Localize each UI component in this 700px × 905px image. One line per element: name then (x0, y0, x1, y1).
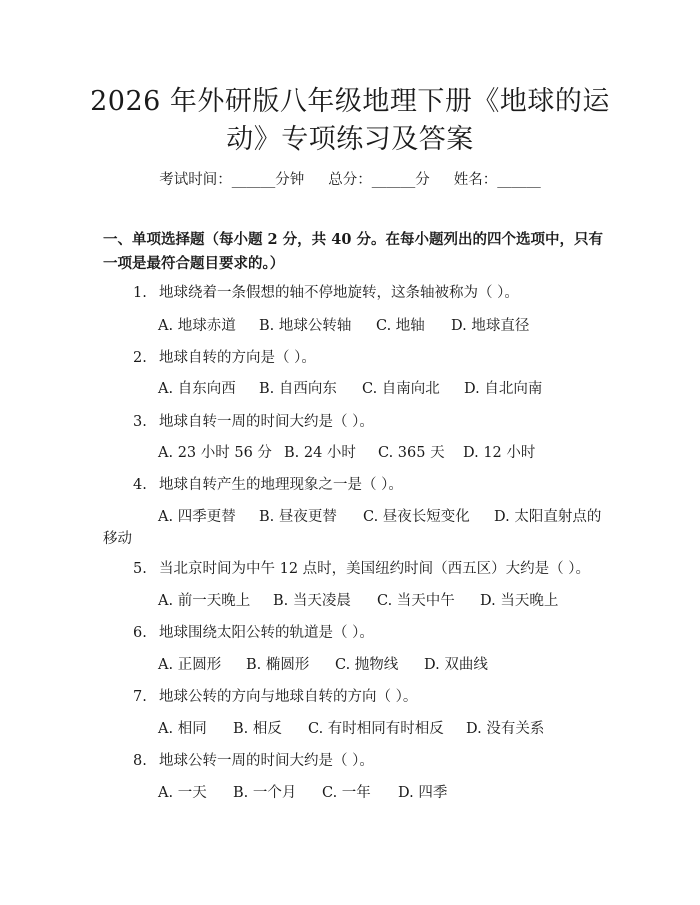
option-wrap: 移动 (103, 531, 132, 547)
option-a: A. 地球赤道 (158, 318, 236, 334)
option-d: D. 四季 (398, 785, 448, 801)
question-number: 4. (133, 477, 147, 493)
question-8 (133, 749, 374, 770)
question-5-options (158, 589, 558, 610)
option-a: A. 一天 (158, 785, 207, 801)
option-b: B. 自西向东 (259, 381, 337, 397)
option-b: B. 昼夜更替 (259, 509, 337, 525)
option-c: C. 当天中午 (377, 593, 455, 609)
option-c: C. 昼夜长短变化 (363, 509, 470, 525)
question-number: 1. (133, 285, 147, 301)
exam-score: 总分：______分 (328, 172, 430, 188)
question-2-options (158, 377, 542, 398)
question-text: 地球围绕太阳公转的轨道是（ ）。 (159, 625, 374, 641)
question-number: 8. (133, 753, 147, 769)
option-d: D. 12 小时 (463, 445, 536, 461)
option-c: C. 地轴 (376, 318, 425, 334)
section-heading: 一、单项选择题（每小题 2 分，共 40 分。在每小题列出的四个选项中，只有一项是最符合题目要求的。） (103, 231, 603, 272)
question-6 (133, 621, 374, 642)
document-title-line1: 2026 年外研版八年级地理下册《地球的运 (90, 86, 610, 117)
question-3 (133, 410, 374, 431)
option-c: C. 有时相同有时相反 (308, 721, 444, 737)
question-number: 2. (133, 350, 147, 366)
question-text: 地球公转一周的时间大约是（ ）。 (159, 753, 374, 769)
option-d: D. 没有关系 (466, 721, 545, 737)
option-a: A. 四季更替 (158, 509, 236, 525)
option-b: B. 24 小时 (284, 445, 356, 461)
question-4 (133, 473, 403, 494)
question-text: 地球绕着一条假想的轴不停地旋转，这条轴被称为（ ）。 (159, 285, 519, 301)
option-c: C. 一年 (322, 785, 371, 801)
question-number: 7. (133, 689, 147, 705)
question-8-options (158, 781, 447, 802)
option-a: A. 相同 (158, 721, 207, 737)
question-2 (133, 346, 316, 367)
question-text: 地球自转产生的地理现象之一是（ ）。 (159, 477, 403, 493)
option-c: C. 抛物线 (335, 657, 399, 673)
question-number: 3. (133, 414, 147, 430)
option-a: A. 23 小时 56 分 (158, 445, 272, 461)
exam-name: 姓名：______ (453, 172, 541, 188)
option-a: A. 前一天晚上 (158, 593, 251, 609)
question-text: 地球公转的方向与地球自转的方向（ ）。 (159, 689, 418, 705)
option-a: A. 自东向西 (158, 381, 236, 397)
option-b: B. 椭圆形 (246, 657, 310, 673)
option-b: B. 一个月 (233, 785, 297, 801)
option-b: B. 当天凌晨 (273, 593, 351, 609)
option-d: D. 双曲线 (424, 657, 488, 673)
option-d: D. 太阳直射点的 (494, 509, 602, 525)
exam-meta (0, 168, 700, 189)
option-b: B. 相反 (233, 721, 282, 737)
question-number: 6. (133, 625, 147, 641)
option-a: A. 正圆形 (158, 657, 222, 673)
question-number: 5. (133, 561, 147, 577)
option-c: C. 自南向北 (362, 381, 440, 397)
question-1-options (158, 314, 529, 335)
question-text: 地球自转的方向是（ ）。 (159, 350, 316, 366)
question-text: 当北京时间为中午 12 点时，美国纽约时间（西五区）大约是（ ）。 (159, 561, 591, 577)
question-4-options (158, 505, 601, 526)
question-5 (133, 557, 590, 578)
option-b: B. 地球公转轴 (259, 318, 352, 334)
question-7-options (158, 717, 544, 738)
option-d: D. 自北向南 (464, 381, 543, 397)
option-d: D. 地球直径 (451, 318, 530, 334)
question-text: 地球自转一周的时间大约是（ ）。 (159, 414, 374, 430)
option-c: C. 365 天 (378, 445, 445, 461)
document-title-line2: 动》专项练习及答案 (226, 124, 474, 155)
question-1 (133, 281, 519, 302)
option-d: D. 当天晚上 (480, 593, 559, 609)
exam-time: 考试时间：______分钟 (159, 172, 305, 188)
question-7 (133, 685, 417, 706)
question-6-options (158, 653, 488, 674)
question-3-options (158, 441, 535, 462)
